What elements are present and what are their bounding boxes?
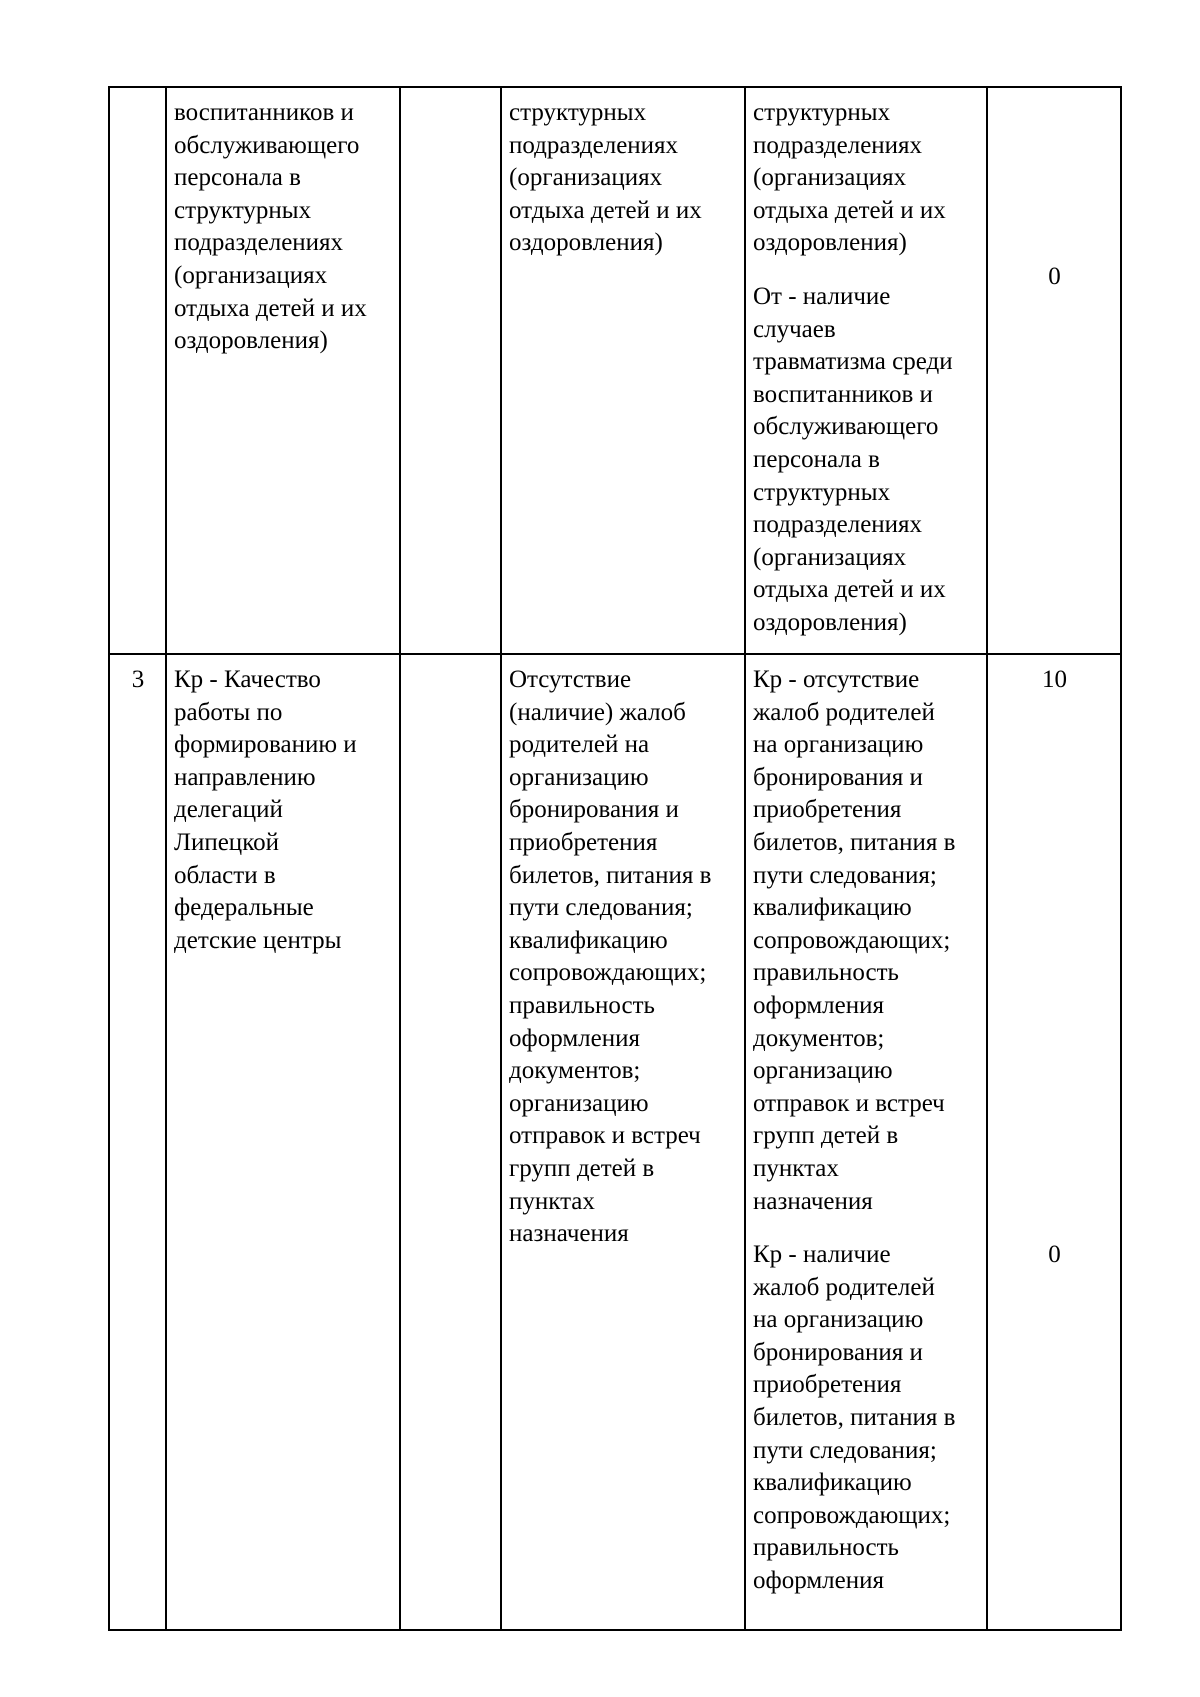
indicator-text: воспитанников и обслуживающего персонала в структурных подразделениях (организациях отдыха детей и их оздоровления) bbox=[174, 99, 367, 355]
sub-criterion-text: Кр - отсутствие жалоб родителей на организацию бронирования и приобретения билетов, питания в пути следования; квалификацию сопровождающих; правильность оформления документов; организацию отправок и встреч групп детей в пунктах назначения bbox=[753, 666, 956, 1215]
sub-criteria-cell bbox=[745, 87, 987, 654]
criterion-text: Отсутствие (наличие) жалоб родителей на организацию бронирования и приобретения билетов, питания в пути следования; квалификацию сопровождающих; правильность оформления документов; организацию отправок и встреч групп детей в пунктах назначения bbox=[509, 666, 712, 1248]
empty-cell bbox=[400, 87, 501, 654]
criterion-cell bbox=[501, 654, 745, 1630]
indicator-text: Кр - Качество работы по формированию и направлению делегаций Липецкой области в федеральные детские центры bbox=[174, 666, 357, 954]
indicator-cell bbox=[166, 87, 400, 654]
sub-criterion-text: Кр - наличие жалоб родителей на организацию бронирования и приобретения билетов, питания в пути следования; квалификацию сопровождающих; правильность оформления bbox=[753, 1241, 956, 1595]
sub-criterion-text: От - наличие случаев травматизма среди воспитанников и обслуживающего персонала в структурных подразделениях (организациях отдыха детей и их оздоровления) bbox=[753, 282, 953, 636]
score-value: 10 bbox=[1042, 666, 1067, 693]
row-number-cell: 3 bbox=[109, 654, 166, 1630]
score-cell bbox=[987, 87, 1121, 654]
sub-criteria-cell bbox=[745, 654, 987, 1630]
criterion-text: структурных подразделениях (организациях отдыха детей и их оздоровления) bbox=[509, 99, 702, 257]
table-row bbox=[109, 87, 1121, 654]
score-value bbox=[995, 97, 1114, 261]
score-cell bbox=[987, 654, 1121, 1630]
table-row bbox=[109, 654, 1121, 1630]
row-number-cell bbox=[109, 87, 166, 654]
empty-cell bbox=[400, 654, 501, 1630]
score-value: 0 bbox=[1048, 1241, 1061, 1268]
criterion-cell bbox=[501, 87, 745, 654]
indicator-cell bbox=[166, 654, 400, 1630]
sub-criterion-text: структурных подразделениях (организациях отдыха детей и их оздоровления) bbox=[753, 99, 946, 257]
criteria-table bbox=[108, 86, 1122, 1631]
score-value: 0 bbox=[1048, 263, 1061, 290]
